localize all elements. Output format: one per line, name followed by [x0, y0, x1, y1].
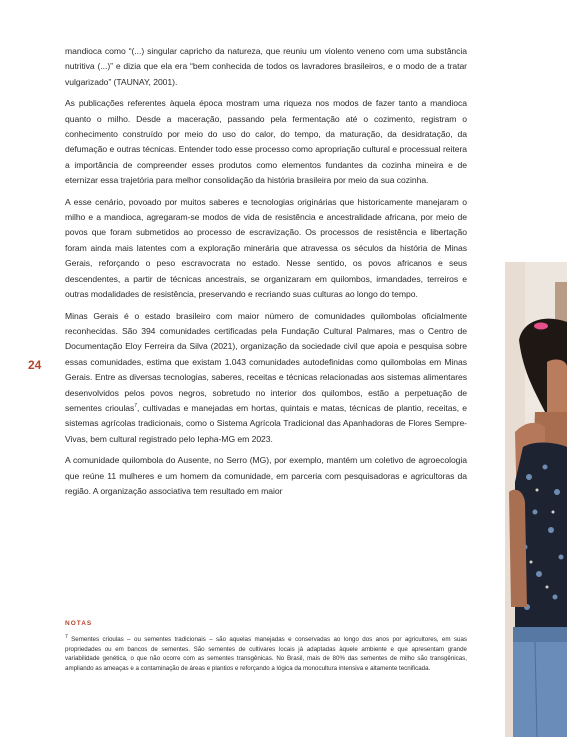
paragraph-2: As publicações referentes àquela época mostram uma riqueza nos modos de fazer tanto a mandioca quanto o milho. Desde a maceração, passando pela fermentação até o cozimento, registram o conhecimento construído por meio do uso do calor, do tempo, da maturação, da desidratação, da defumação e outras técnicas. Entender todo esse processo como apropriação cultural e processual reitera a importância de compreender esses produtos como elementos fundantes da cozinha mineira e de eternizar essa trajetória para melhor consolidação da história brasileira por meio da sua cozinha.	[65, 98, 467, 186]
footnote-7	[65, 635, 467, 673]
paragraph-4-start: Minas Gerais é o estado brasileiro com maior número de comunidades quilombolas oficialmente reconhecidas. São 394 comunidades certificadas pela Fundação Cultural Palmares, mas o Centro de Documentação Eloy Ferreira da Silva (2021), organização da sociedade civil que apoia e pesquisa sobre essas comunidades, estima que existam 1.043 comunidades autodefinidas como quilombolas em Minas Gerais. Entre as diversas tecnologias, saberes, receitas e técnicas relacionadas aos sistemas alimentares desenvolvidos pelos povos negros, sobretudo no interior dos quilombos, estão a perpetuação de sementes crioulas	[65, 310, 467, 413]
paragraph-4	[65, 309, 467, 448]
notes-title: NOTAS	[65, 620, 93, 627]
paragraph-1: mandioca como “(...) singular capricho da natureza, que reuniu um violento veneno com uma substância nutritiva (...)” e dizia que ela era “bem conhecida de todos os lavradores brasileiros, e o modo de a tratar vulgarizado” (TAUNAY, 2001).	[65, 46, 467, 87]
page-number: 24	[28, 358, 42, 372]
footnote-reference: 7	[134, 403, 138, 410]
footnote-text: Sementes crioulas – ou sementes tradicionais – são aquelas manejadas e conservadas ao longo dos anos por agricultores, em suas propriedades ou em bancos de sementes. São sementes de cultivares locais já adaptadas àquele ambiente e que apresentam grande variabilidade genética, o que não ocorre com as sementes transgênicas. No Brasil, mais de 80% das sementes de milho são transgênicas, ampliando as ameaças e a contaminação de áreas e plantios e reforçando a lógica da monocultura intensiva e altamente tecnificada.	[65, 636, 467, 672]
footnote-marker: 7	[65, 633, 68, 640]
paragraph-4-rest: , cultivadas e manejadas em hortas, quintais e matas, técnicas de plantio, receitas, e sistemas agrícolas tradicionais, como o Sistema Agrícola Tradicional das Apanhadoras de Flores Sempre-Vivas, bem cultural registrado pelo Iepha-MG em 2023.	[65, 402, 467, 444]
paragraph-5: A comunidade quilombola do Ausente, no Serro (MG), por exemplo, mantém um coletivo de agroecologia que reúne 11 mulheres e um homem da comunidade, em parceria com pesquisadoras e agricultoras da região. A organização associativa tem resultado em maior	[65, 455, 467, 496]
body-text	[65, 44, 467, 505]
paragraph-3: A esse cenário, povoado por muitos saberes e tecnologias originárias que historicamente manejaram o milho e a mandioca, agregaram-se modos de vida de resistência e ancestralidade africana, por meio de povos que foram submetidos ao processo de escravização. Os processos de resistência e libertação foram ainda mais latentes com a exploração minerária que atravessa os séculos da história de Minas Gerais, reforçando o peso escravocrata no estado. Nesse sentido, os povos africanos e seus descendentes, a partir de técnicas ancestrais, se organizaram em quilombos, irmandades, terreiros e outras modalidades de resistência, preservando e recriando suas culturas ao longo do tempo.	[65, 196, 467, 300]
woman-photo-illustration	[505, 262, 567, 737]
notes-section	[65, 620, 467, 673]
woman-photo	[505, 262, 567, 737]
